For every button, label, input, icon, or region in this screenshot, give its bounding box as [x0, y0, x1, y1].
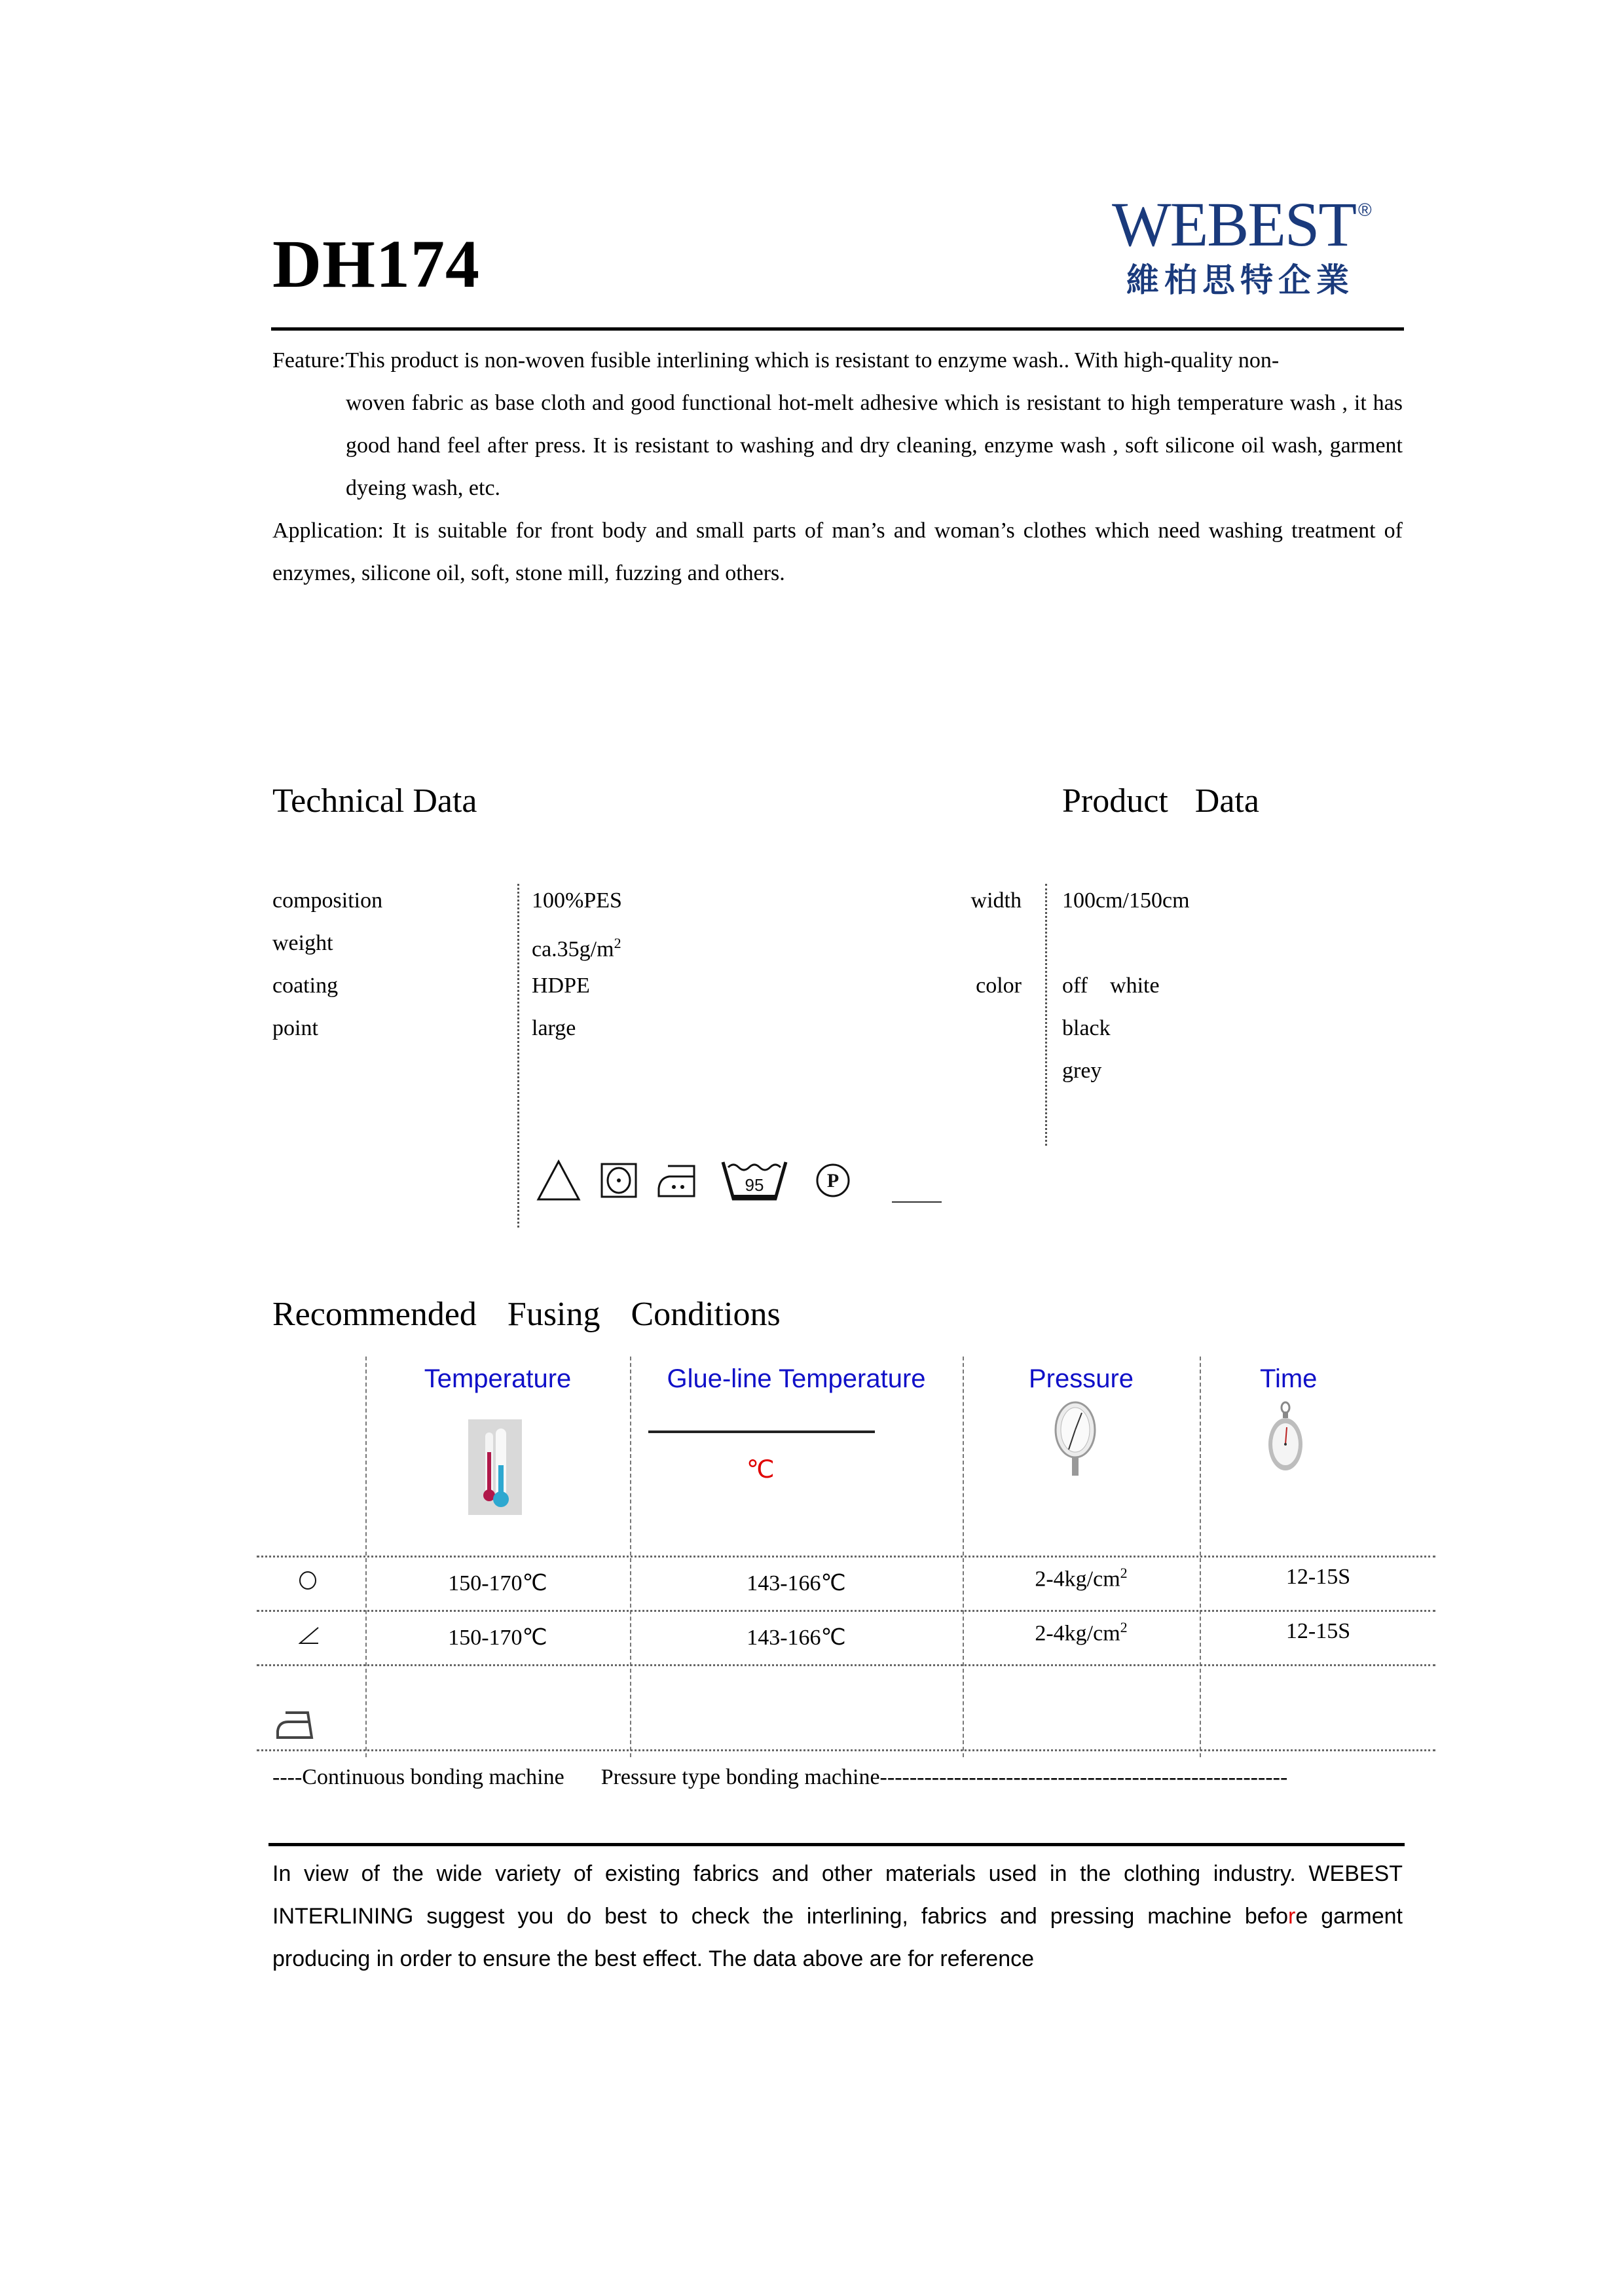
product-label-color: color — [976, 974, 1022, 998]
product-color-2: black — [1062, 1016, 1111, 1040]
tech-label-point: point — [272, 1016, 318, 1040]
logo-text-cn: 維柏思特企業 — [1126, 261, 1354, 300]
product-color-3: grey — [1062, 1059, 1102, 1083]
row2-time: 12-15S — [1285, 1619, 1351, 1643]
tech-label-weight: weight — [272, 931, 333, 955]
disclaimer-part2: e garment producing in order to ensure the best effect. The data above are for reference — [272, 1904, 1403, 1971]
product-value-width: 100cm/150cm — [1062, 888, 1190, 913]
col-header-glue-line-temperature: Glue-line Temperature — [667, 1364, 926, 1393]
stopwatch-icon — [1266, 1401, 1304, 1476]
do-not-bleach-triangle-icon — [536, 1159, 581, 1202]
product-label-width: width — [970, 888, 1022, 913]
tech-value-weight — [532, 922, 621, 970]
technical-data-heading: Technical Data — [272, 782, 477, 820]
logo-text-en — [1112, 189, 1387, 259]
circle-continuous-icon — [298, 1570, 318, 1594]
thermometer-icon — [468, 1419, 522, 1518]
iron-icon — [275, 1710, 314, 1743]
logo-wordmark: WEBEST — [1112, 189, 1356, 259]
row1-pressure — [964, 1565, 1198, 1592]
tech-value-point: large — [532, 1016, 576, 1040]
product-color-1: off white — [1062, 974, 1160, 998]
iron-two-dots-icon — [656, 1162, 702, 1199]
webest-logo — [1112, 189, 1387, 301]
feature-first-line: This product is non-woven fusible interlining which is resistant to enzyme wash.. With high-quality non- — [345, 348, 1280, 373]
glue-line-blank — [648, 1430, 875, 1433]
row1-pressure-value: 2-4kg/cm — [1035, 1567, 1120, 1592]
tumble-dry-icon — [600, 1162, 638, 1199]
row1-time: 12-15S — [1285, 1565, 1351, 1589]
tech-column-divider — [517, 884, 519, 1228]
tech-label-coating: coating — [272, 974, 339, 998]
footer-divider — [268, 1843, 1405, 1846]
dry-clean-letter: P — [826, 1170, 840, 1192]
pressure-machine-note: Pressure type bonding machine------------------------------------------------------- — [600, 1765, 1288, 1789]
fuse-row-rule-3 — [257, 1664, 1435, 1666]
feature-continuation: woven fabric as base cloth and good functional hot-melt adhesive which is resistant to high temperature wash , it has good hand feel after press. It is resistant to washing and dry cleaning, enzyme wash , soft silicone oil wash, garment dyeing wash, etc. — [346, 391, 1403, 500]
row2-pressure — [964, 1619, 1198, 1646]
row1-temperature: 150-170℃ — [448, 1571, 547, 1595]
glue-unit-celsius: ℃ — [747, 1456, 775, 1484]
weight-sup: 2 — [614, 935, 621, 951]
feature-paragraph — [272, 339, 1403, 509]
fuse-row-rule-1 — [257, 1556, 1435, 1558]
col-header-temperature: Temperature — [424, 1364, 572, 1393]
registered-mark: ® — [1357, 200, 1371, 220]
col-header-pressure: Pressure — [1028, 1364, 1134, 1393]
row2-temperature: 150-170℃ — [448, 1626, 547, 1650]
row2-pressure-sup: 2 — [1120, 1619, 1128, 1635]
fuse-row-rule-2 — [257, 1610, 1435, 1612]
machine-legend — [272, 1765, 1287, 1790]
wash-temp-label: 95 — [745, 1175, 764, 1195]
dry-clean-p-icon — [815, 1162, 851, 1199]
continuous-machine-note: ----Continuous bonding machine — [272, 1765, 564, 1789]
header-divider — [271, 327, 1404, 331]
feature-label: Feature: — [272, 348, 346, 373]
disclaimer — [272, 1853, 1403, 1980]
disclaimer-part1: In view of the wide variety of existing fabrics and other materials used in the clothing industry. WEBEST INTERLINING suggest you do best to check the interlining, fabrics and pressing machine befo — [272, 1861, 1403, 1929]
tech-value-composition: 100%PES — [532, 888, 622, 913]
product-data-heading: Product Data — [1062, 782, 1259, 820]
angle-pressure-icon — [299, 1626, 320, 1648]
disclaimer-red-char: r — [1288, 1904, 1296, 1929]
row1-pressure-sup: 2 — [1120, 1565, 1128, 1581]
row2-pressure-value: 2-4kg/cm — [1035, 1621, 1120, 1646]
fuse-row-rule-4 — [257, 1749, 1435, 1751]
tech-value-coating: HDPE — [532, 974, 590, 998]
row1-glue-temp: 143-166℃ — [747, 1571, 846, 1595]
product-column-divider — [1045, 884, 1047, 1146]
row2-glue-temp: 143-166℃ — [747, 1626, 846, 1650]
pressure-gauge-icon — [1052, 1400, 1099, 1482]
application-paragraph: Application: It is suitable for front body and small parts of man’s and woman’s clothes which need washing treatment of enzymes, silicone oil, soft, stone mill, fuzzing and others. — [272, 519, 1403, 585]
tech-label-composition: composition — [272, 888, 383, 913]
wash-95-icon — [720, 1159, 788, 1201]
fusing-conditions-heading: Recommended Fusing Conditions — [272, 1296, 781, 1333]
weight-value: ca.35g/m — [532, 937, 614, 962]
care-symbols — [536, 1159, 851, 1202]
col-header-time: Time — [1260, 1364, 1318, 1393]
blank-underline — [892, 1201, 942, 1203]
product-code: DH174 — [272, 227, 480, 302]
